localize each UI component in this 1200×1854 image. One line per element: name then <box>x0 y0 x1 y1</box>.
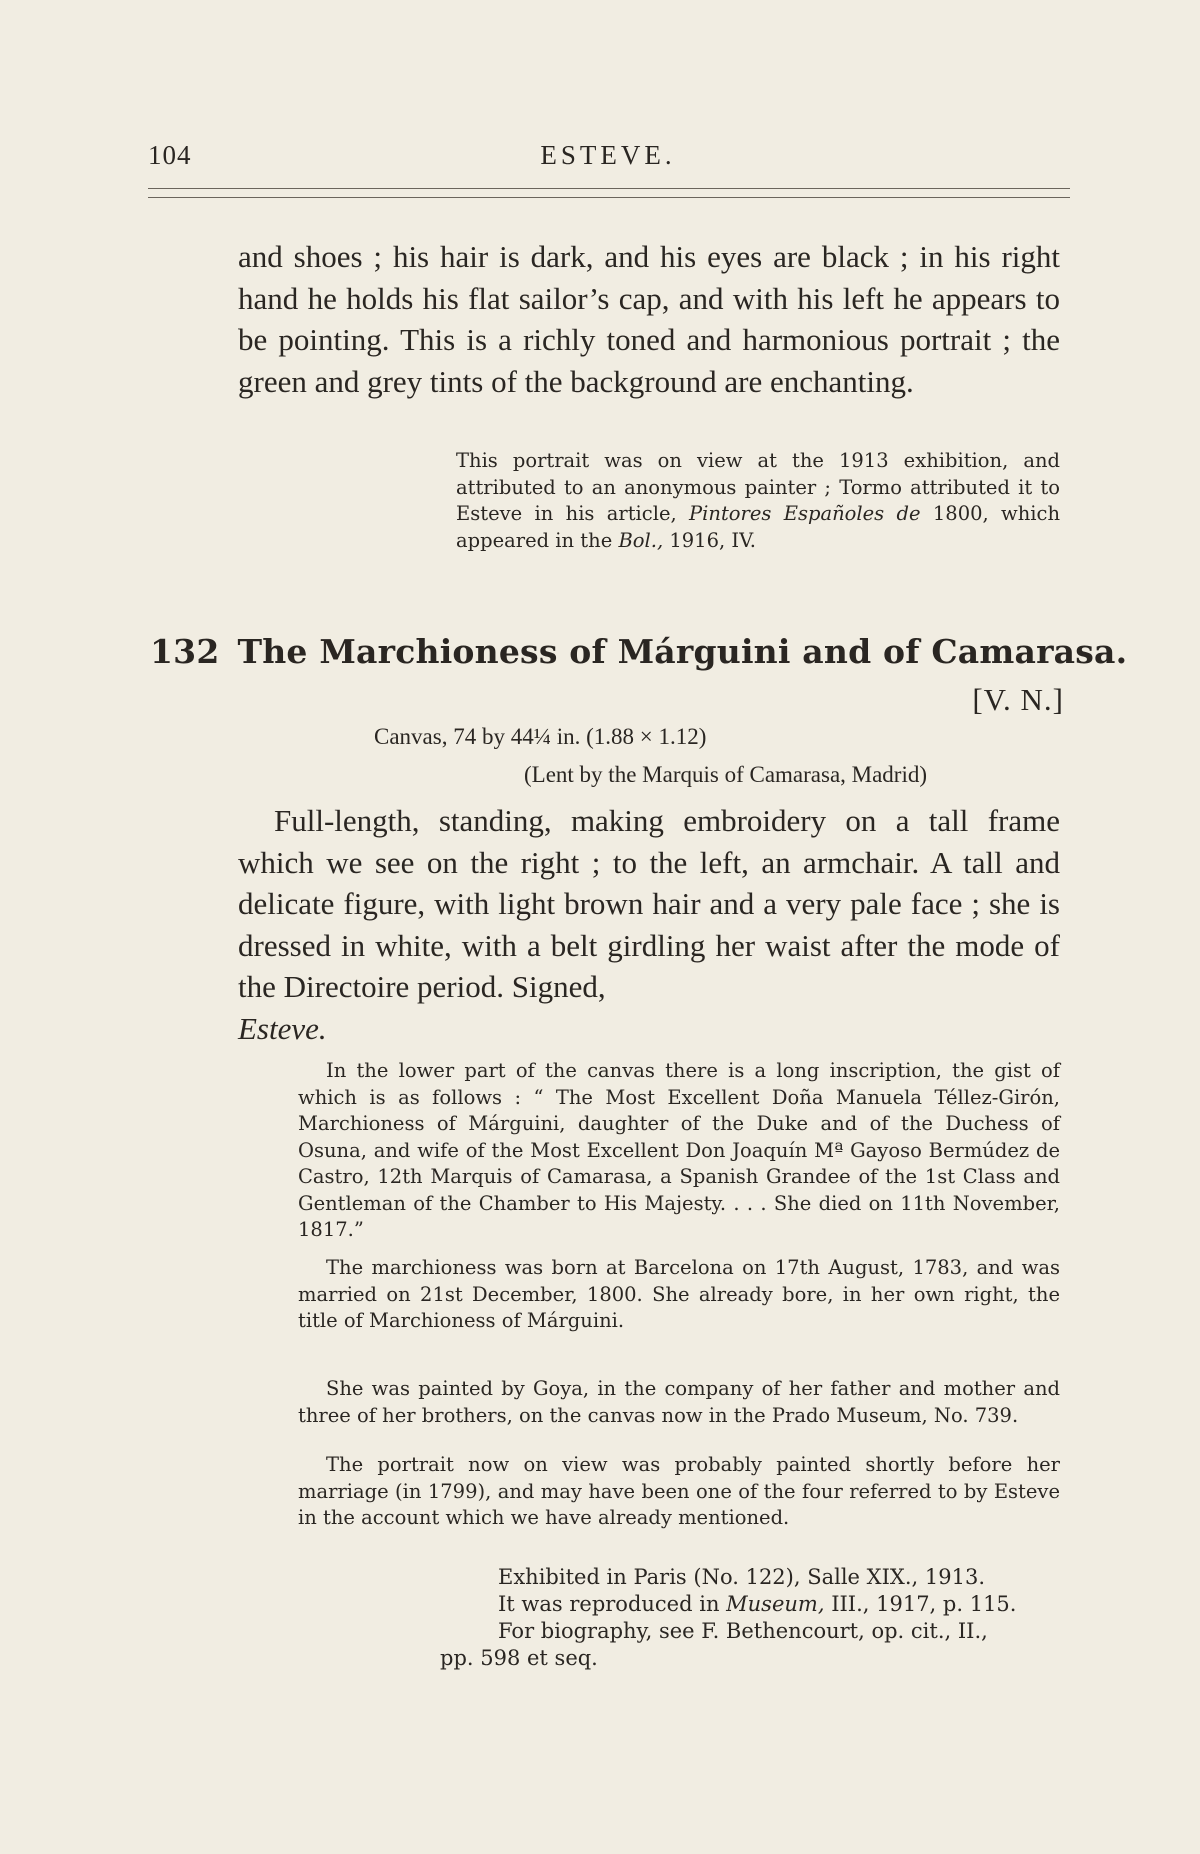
birth-note <box>298 1255 1060 1335</box>
entry-title: The Marchioness of Márguini and of Camarasa. <box>237 632 1128 671</box>
note-article-title: Pintores Españoles de <box>689 502 921 525</box>
page-header <box>148 140 1068 180</box>
lender-line: (Lent by the Marquis of Camarasa, Madrid) <box>524 762 928 787</box>
page-number: 104 <box>148 140 192 170</box>
reproduced-line <box>498 1591 1066 1618</box>
description-text: Full-length, standing, making embroidery on a tall frame which we see on the right ; to the left, an armchair. A tall and delicate figure, with light brown hair and a very pale face ; she is dressed in white, with a belt girdling her waist after the mode of the Directoire period. Signed, <box>238 803 1060 1004</box>
note-journal: Bol., <box>618 528 664 552</box>
portrait-note <box>298 1452 1060 1532</box>
note-text-b: 1800, which appeared in the <box>456 502 1060 552</box>
goya-note <box>298 1376 1060 1429</box>
references <box>440 1564 1066 1672</box>
collection-mark: [V. N.] <box>972 682 1064 717</box>
reproduced-text-a: It was reproduced in <box>498 1592 720 1616</box>
biography-line-continued: pp. 598 et seq. <box>440 1646 598 1670</box>
reproduced-text-b: III., 1917, p. 115. <box>831 1592 1017 1616</box>
entry-number: 132 <box>150 632 220 671</box>
portrait-text: The portrait now on view was probably painted shortly before her marriage (in 1799), and may have been one of the four referred to by Esteve in the account which we have already mentioned. <box>298 1453 1060 1529</box>
note-text-a: This portrait was on view at the 1913 exhibition, and attributed to an anonymous painter ; Tormo attributed it to Esteve in his article, <box>456 449 1060 525</box>
entry-description <box>238 800 1060 1049</box>
inscription-text: In the lower part of the canvas there is a long inscription, the gist of which is as follows : “ The Most Excellent Doña Manuela Téllez-Girón, Marchioness of Márguini, daughter of the Duke and of the Duchess of Osuna, and wife of the Most Excellent Don Joaquín Mª Gayoso Bermúdez de Castro, 12th Marquis of Camarasa, a Spanish Grandee of the 1st Class and Gentleman of the Chamber to His Majesty. . . . She died on 11th November, 1817.” <box>298 1059 1060 1241</box>
birth-text: The marchioness was born at Barcelona on 17th August, 1783, and was married on 21st December, 1800. She already bore, in her own right, the title of Marchioness of Márguini. <box>298 1256 1060 1332</box>
running-head: ESTEVE. <box>540 140 676 170</box>
goya-text: She was painted by Goya, in the company of her father and mother and three of her brothers, on the canvas now in the Prado Museum, No. 739. <box>298 1377 1060 1427</box>
reproduced-journal: Museum, <box>726 1592 825 1616</box>
exhibited-line: Exhibited in Paris (No. 122), Salle XIX., 1913. <box>498 1565 985 1589</box>
entry-heading <box>150 632 1128 671</box>
inscription-note <box>298 1058 1060 1244</box>
continuation-paragraph: and shoes ; his hair is dark, and his eyes are black ; in his right hand he holds his flat sailor’s cap, and with his left he appears to be pointing. This is a richly toned and harmonious portrait ; the green and grey tints of the background are enchanting. <box>238 239 1060 399</box>
header-rule-secondary <box>148 197 1070 198</box>
attribution-note <box>456 448 1060 554</box>
note-text-c: 1916, IV. <box>669 528 756 552</box>
signature: Esteve. <box>238 1010 327 1046</box>
header-rule <box>148 188 1070 189</box>
biography-line: For biography, see F. Bethencourt, op. cit., II., <box>498 1619 988 1643</box>
canvas-dimensions: Canvas, 74 by 44¼ in. (1.88 × 1.12) <box>374 724 707 749</box>
